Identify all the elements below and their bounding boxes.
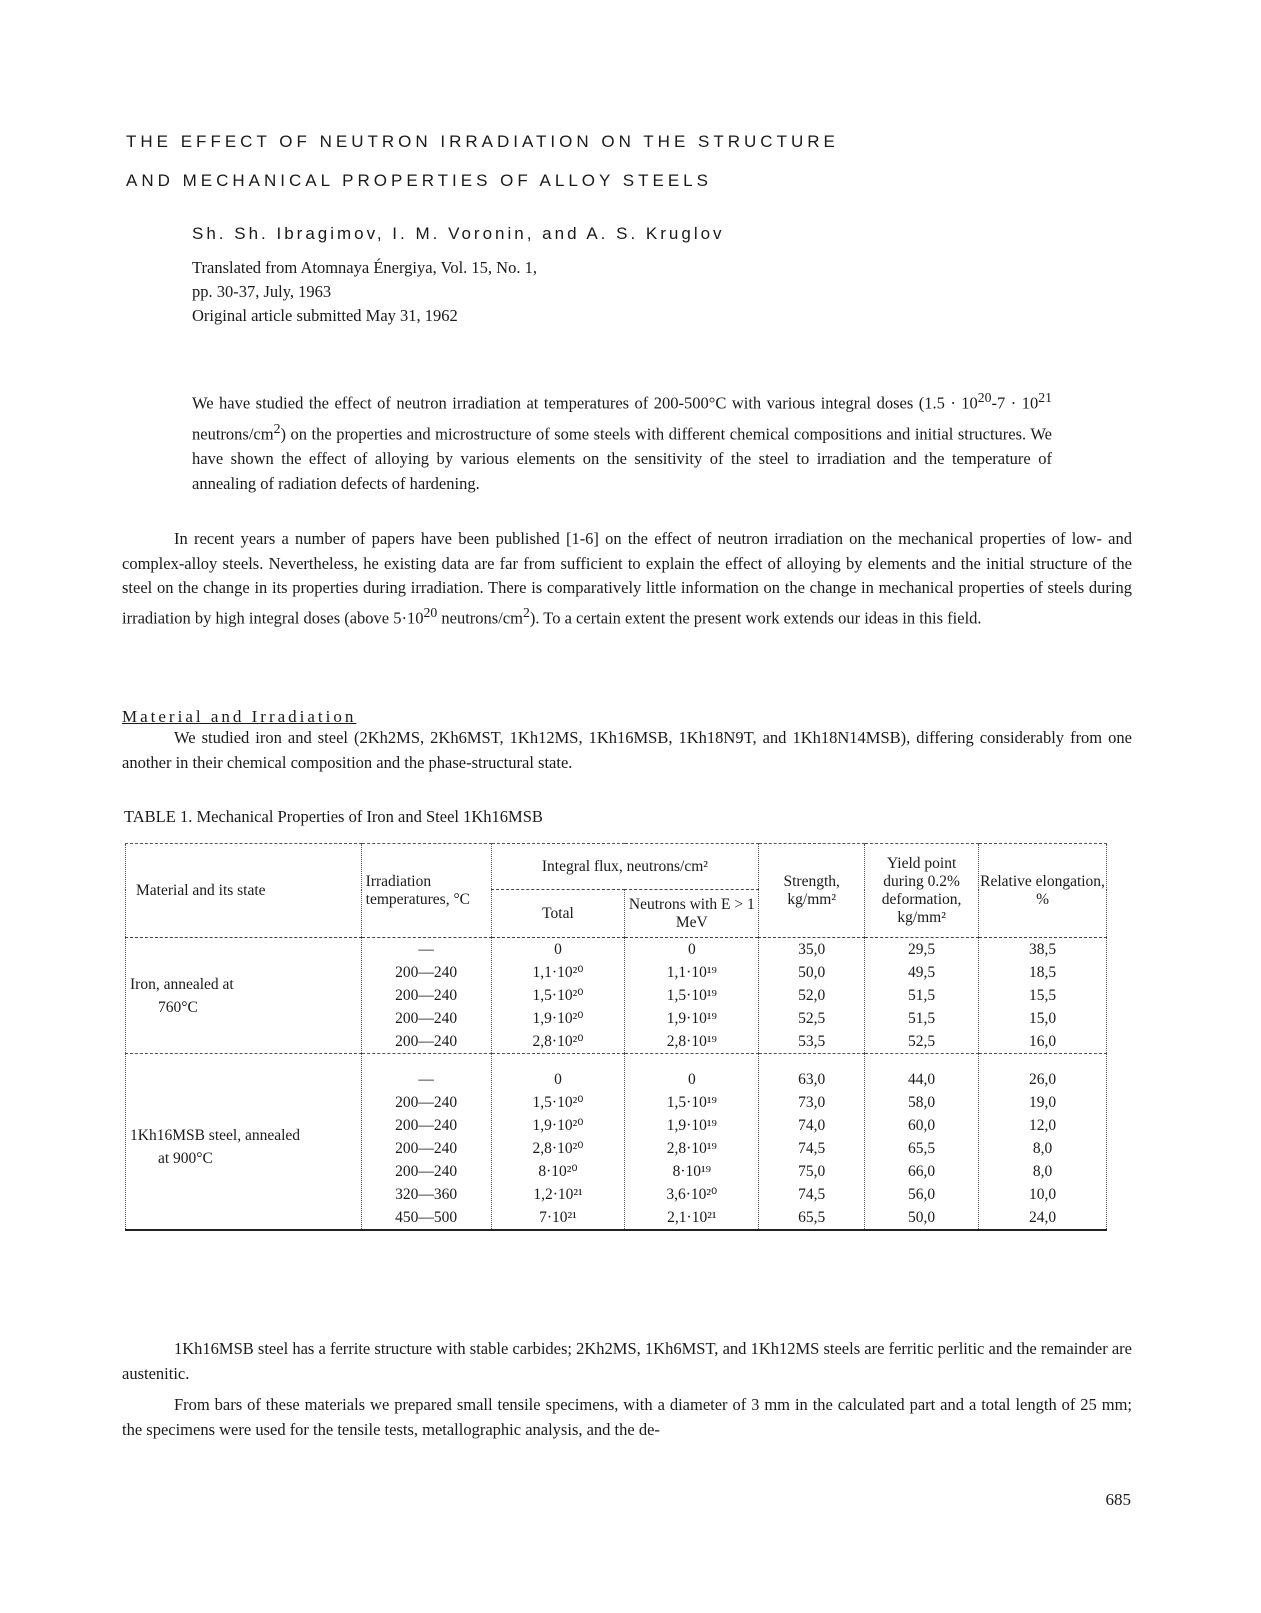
col-header-fast-neutrons: Neutrons with E > 1 MeV	[625, 890, 759, 938]
fast-flux-cell: 0 1,1·10¹⁹ 1,5·10¹⁹ 1,9·10¹⁹ 2,8·10¹⁹	[625, 938, 759, 1054]
strength-cell: 63,0 73,0 74,0 74,5 75,0 74,5 65,5	[759, 1054, 865, 1231]
elongation-cell: 26,0 19,0 12,0 8,0 8,0 10,0 24,0	[979, 1054, 1107, 1231]
col-header-total: Total	[491, 890, 625, 938]
col-header-relative-elongation: Relative elongation, %	[979, 844, 1107, 938]
table-row-group	[126, 1054, 1107, 1231]
col-header-strength: Strength, kg/mm²	[759, 844, 865, 938]
temp-cell: — 200—240 200—240 200—240 200—240	[361, 938, 491, 1054]
strength-cell: 35,0 50,0 52,0 52,5 53,5	[759, 938, 865, 1054]
col-header-integral-flux: Integral flux, neutrons/cm²	[491, 844, 759, 890]
col-header-material: Material and its state	[126, 844, 362, 938]
title-line-2: AND MECHANICAL PROPERTIES OF ALLOY STEELS	[126, 171, 712, 190]
title-line-1: THE EFFECT OF NEUTRON IRRADIATION ON THE STRUCTURE	[126, 132, 839, 151]
material-cell: Iron, annealed at 760°C	[126, 938, 362, 1054]
total-flux-cell: 0 1,5·10²⁰ 1,9·10²⁰ 2,8·10²⁰ 8·10²⁰ 1,2·10²¹ 7·10²¹	[491, 1054, 625, 1231]
source-line-2: pp. 30-37, July, 1963	[192, 282, 332, 301]
total-flux-cell: 0 1,1·10²⁰ 1,5·10²⁰ 1,9·10²⁰ 2,8·10²⁰	[491, 938, 625, 1054]
section-paragraph: We studied iron and steel (2Kh2MS, 2Kh6MST, 1Kh12MS, 1Kh16MSB, 1Kh18N9T, and 1Kh18N14MSB), differing considerably from one another in their chemical composition and the phase-structural state.	[122, 728, 1132, 772]
abstract: We have studied the effect of neutron irradiation at temperatures of 200-500°C with various integral doses ($1.5 \cdot 10^{20}-7 \cdot 10^{21}$ neutrons/$cm^2$) on the properties and microstructure of some steels with different chemical compositions and initial structures. We have shown the effect of alloying by various elements on the sensitivity of the steel to irradiation and the temperature of annealing of radiation defects of hardening.	[192, 390, 1052, 493]
yield-cell: 44,0 58,0 60,0 65,5 66,0 56,0 50,0	[865, 1054, 979, 1231]
intro-paragraph: In recent years a number of papers have been published [1-6] on the effect of neutron irradiation on the mechanical properties of low- and complex-alloy steels. Nevertheless, he existing data are far from sufficient to explain the effect of alloying by elements and the initial structure of the steel on the change in its properties during irradiation. There is comparatively little information on the change in mechanical properties of steels during irradiation by high integral doses (above $5\cdot 10^{20}$ neutrons/$cm^2$). To a certain extent the present work extends our ideas in this field.	[122, 529, 1132, 627]
table-caption: TABLE 1. Mechanical Properties of Iron and Steel 1Kh16MSB	[124, 807, 543, 826]
material-cell: 1Kh16MSB steel, annealed at 900°C	[126, 1054, 362, 1231]
yield-cell: 29,5 49,5 51,5 51,5 52,5	[865, 938, 979, 1054]
elongation-cell: 38,5 18,5 15,5 15,0 16,0	[979, 938, 1107, 1054]
authors: Sh. Sh. Ibragimov, I. M. Voronin, and A. S. Kruglov	[192, 224, 725, 243]
data-table	[125, 843, 1107, 1231]
post-table-paragraph-2: From bars of these materials we prepared small tensile specimens, with a diameter of 3 mm in the calculated part and a total length of 25 mm; the specimens were used for the tensile tests, metallographic analysis, and the de-	[122, 1395, 1132, 1439]
page-number: 685	[1105, 1490, 1131, 1509]
col-header-irradiation-temp: Irradiation temperatures, °C	[361, 844, 491, 938]
temp-cell: — 200—240 200—240 200—240 200—240 320—360 450—500	[361, 1054, 491, 1231]
section-heading: Material and Irradiation	[122, 707, 357, 726]
post-table-paragraph-1: 1Kh16MSB steel has a ferrite structure with stable carbides; 2Kh2MS, 1Kh6MST, and 1Kh12MS steels are ferritic perlitic and the remainder are austenitic.	[122, 1339, 1132, 1383]
source-line-3: Original article submitted May 31, 1962	[192, 306, 458, 325]
source-line-1: Translated from Atomnaya Énergiya, Vol. 15, No. 1,	[192, 258, 537, 277]
fast-flux-cell: 0 1,5·10¹⁹ 1,9·10¹⁹ 2,8·10¹⁹ 8·10¹⁹ 3,6·10²⁰ 2,1·10²¹	[625, 1054, 759, 1231]
table-row-group	[126, 938, 1107, 1054]
col-header-yield-point: Yield point during 0.2% deformation, kg/mm²	[865, 844, 979, 938]
